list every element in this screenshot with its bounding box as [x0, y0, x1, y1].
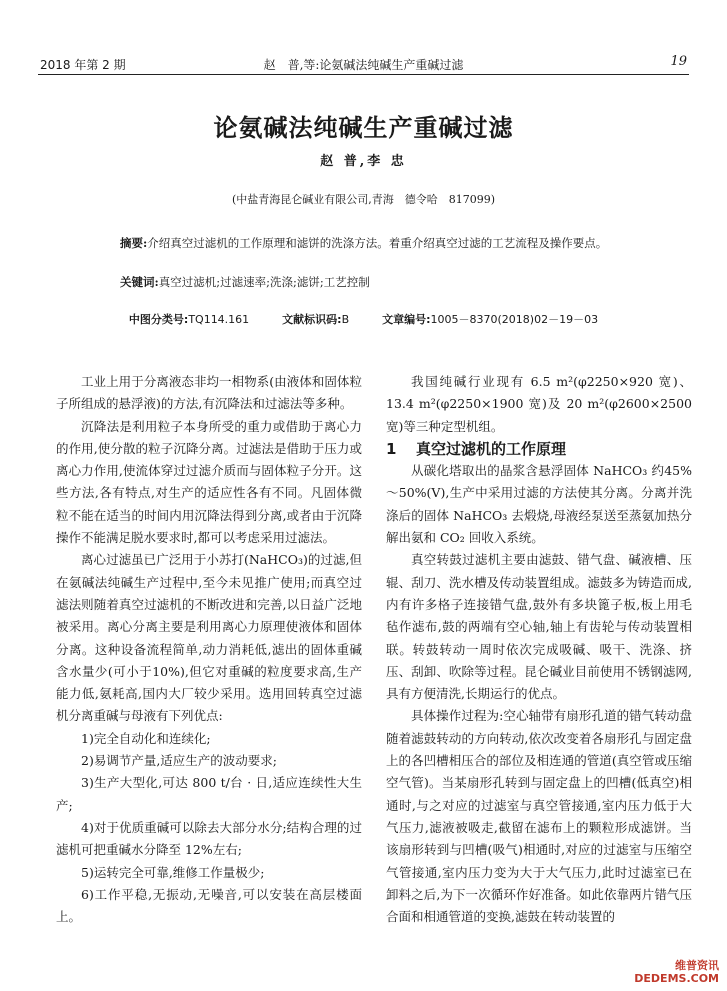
page-number: 19: [670, 54, 687, 69]
doc-code-value: B: [341, 313, 350, 326]
list-item: 5)运转完全可靠,维修工作量极少;: [81, 864, 265, 880]
paragraph: 沉降法是利用粒子本身所受的重力或借助于离心力的作用,使分散的粒子沉降分离。过滤法是借助于压力或离心力作用,使流体穿过过滤介质而与固体粒子分开。这些方法,各有特点,对生产的适应性各有不同。凡固体微粒不能在适当的时间内用沉降法得到分离,或者由于沉降操作不能满足脱水要求时,都可以考虑采用过滤法。: [56, 418, 362, 546]
abstract-text: 介绍真空过滤机的工作原理和滤饼的洗涤方法。着重介绍真空过滤的工艺流程及操作要点。: [147, 236, 608, 250]
authors: 赵 普,李 忠: [320, 154, 407, 169]
keywords-text: 真空过滤机;过滤速率;洗涤;滤饼;工艺控制: [158, 275, 370, 289]
watermark-line1: 维普资讯: [675, 959, 719, 972]
running-title: 赵 普,等:论氨碱法纯碱生产重碱过滤: [263, 58, 464, 72]
section-number: 1: [386, 439, 397, 458]
classification-line: [0, 311, 727, 327]
article-title: 论氨碱法纯碱生产重碱过滤: [213, 114, 514, 142]
keywords: [120, 274, 620, 290]
watermark: [634, 959, 719, 985]
running-header: [0, 0, 727, 74]
list-item: 6)工作平稳,无振动,无噪音,可以安装在高层楼面上。: [56, 886, 362, 925]
affiliation: (中盐青海昆仑碱业有限公司,青海 德令哈 817099): [231, 193, 496, 206]
paragraph: 从碳化塔取出的晶浆含悬浮固体 NaHCO₃ 约45%～50%(V),生产中采用过滤的方法使其分离。分离并洗涤后的固体 NaHCO₃ 去煅烧,母液经泵送至蒸氨加热分解出氨和 CO₂ 回收入系统。: [386, 463, 692, 546]
section-heading: [386, 438, 692, 460]
paragraph: 具体操作过程为:空心轴带有扇形孔道的错气转动盘随着滤鼓转动的方向转动,依次改变着各扇形孔与固定盘上的各凹槽相压合的部位及相连通的管道(真空管或压缩空气管)。当某扇形孔转到与固定盘上的凹槽(低真空)相通时,与之对应的过滤室与真空管接通,室内压力低于大气压力,滤液被吸走,截留在滤布上的颗粒形成滤饼。当该扇形转到与凹槽(吸气)相通时,对应的过滤室与压缩空气管接通,室内压力变为大于大气压力,此时过滤室已在卸料之后,为下一次循环作好准备。如此依靠两片错气压合面和相通管道的变换,滤鼓在转动装置的: [386, 708, 692, 925]
abstract-label: 摘要:: [120, 236, 148, 250]
list-item: 2)易调节产量,适应生产的波动要求;: [81, 753, 278, 769]
clc-value: TQ114.161: [188, 313, 250, 326]
header-rule: [38, 74, 689, 75]
watermark-line2: DEDEMS.COM: [634, 972, 719, 985]
left-column: [56, 371, 362, 928]
article-no-value: 1005－8370(2018)02－19－03: [430, 313, 599, 326]
article-no-label: 文章编号:: [382, 313, 431, 326]
abstract: [120, 234, 620, 253]
right-column: [386, 371, 692, 928]
keywords-label: 关键词:: [120, 275, 159, 289]
paragraph: 离心过滤虽已广泛用于小苏打(NaHCO₃)的过滤,但在氨碱法纯碱生产过程中,至今未见推广使用;而真空过滤法则随着真空过滤机的不断改进和完善,以日益广泛地被采用。离心分离主要是利用离心力原理使液体和固体分离。这种设备流程简单,动力消耗低,滤出的固体重碱含水量少(可小于10%),但它对重碱的粒度要求高,生产能力低,氨耗高,国内大厂较少采用。选用回转真空过滤机分离重碱与母液有下列优点:: [56, 552, 362, 724]
paragraph: 工业上用于分离液态非均一相物系(由液体和固体粒子所组成的悬浮液)的方法,有沉降法和过滤法等多种。: [56, 374, 362, 412]
list-item: 3)生产大型化,可达 800 t/台 · 日,适应连续性大生产;: [56, 775, 362, 813]
issue-label: 2018 年第 2 期: [40, 58, 126, 72]
doc-code-label: 文献标识码:: [282, 313, 342, 326]
list-item: 4)对于优质重碱可以除去大部分水分;结构合理的过滤机可把重碱水分降至 12%左右;: [56, 819, 362, 858]
paragraph: 真空转鼓过滤机主要由滤鼓、错气盘、碱液槽、压辊、刮刀、洗水槽及传动装置组成。滤鼓多为铸造而成,内有许多格子连接错气盘,鼓外有多块篦子板,板上用毛毡作滤布,鼓的两端有空心轴,轴上有齿轮与传动装置相联。转鼓转动一周时依次完成吸碱、吸干、洗涤、挤压、刮卸、吹除等过程。昆仑碱业目前使用不锈钢滤网,具有方便清洗,长期运行的优点。: [386, 552, 692, 702]
clc-label: 中图分类号:: [128, 313, 189, 326]
list-item: 1)完全自动化和连续化;: [81, 730, 211, 746]
paragraph: 我国纯碱行业现有 6.5 m²(φ2250×920 宽)、13.4 m²(φ2250×1900 宽)及 20 m²(φ2600×2500 宽)等三种定型机组。: [386, 374, 692, 434]
section-title: 真空过滤机的工作原理: [416, 439, 567, 458]
